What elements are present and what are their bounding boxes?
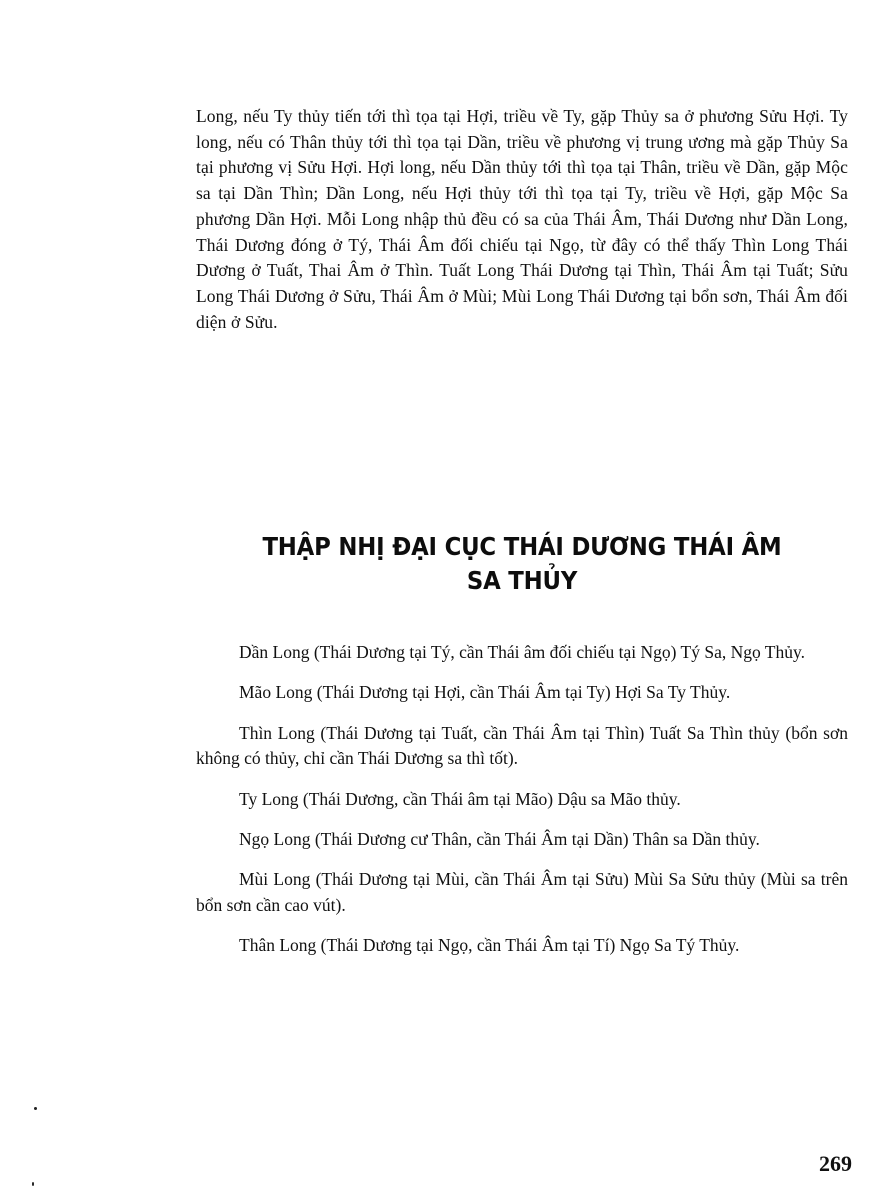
entry-ty-long: Ty Long (Thái Dương, cần Thái âm tại Mão) Dậu sa Mão thủy.: [239, 788, 681, 809]
page-number: 269: [819, 1151, 852, 1176]
entry-mui-long: Mùi Long (Thái Dương tại Mùi, cần Thái Âm tại Sửu) Mùi Sa Sửu thủy (Mùi sa trên bổn sơn cần cao vút).: [196, 869, 848, 915]
entry-mao-long: Mão Long (Thái Dương tại Hợi, cần Thái Âm tại Ty) Hợi Sa Ty Thủy.: [239, 682, 731, 703]
entry-thin-long: Thìn Long (Thái Dương tại Tuất, cần Thái Âm tại Thìn) Tuất Sa Thìn thủy (bổn sơn không có thủy, chỉ cần Thái Dương sa thì tốt).: [196, 722, 848, 769]
entry-dan-long: Dần Long (Thái Dương tại Tý, cần Thái âm đối chiếu tại Ngọ) Tý Sa, Ngọ Thủy.: [239, 642, 805, 662]
entry-ngo-long: Ngọ Long (Thái Dương cư Thân, cần Thái Âm tại Dần) Thân sa Dần thủy.: [239, 828, 760, 849]
section-heading-line-1: THẬP NHỊ ĐẠI CỤC THÁI DƯƠNG THÁI ÂM: [262, 532, 782, 561]
intro-paragraph: Long, nếu Ty thủy tiến tới thì tọa tại Hợi, triều về Ty, gặp Thủy sa ở phương Sửu Hợi. Ty long, nếu có Thân thủy tới thì tọa tại Dần, triều về phương vị trung ương mà gặp Thủy Sa tại phương vị Sửu Hợi. Hợi long, nếu Dần thủy tới thì tọa tại Thân, triều về Dần, gặp Mộc sa tại Dần Thìn; Dần Long, nếu Hợi thủy tới thì tọa tại Ty, triều về Hợi, gặp Mộc Sa phương Dần Hợi. Mỗi Long nhập thủ đều có sa của Thái Âm, Thái Dương như Dần Long, Thái Dương đóng ở Tý, Thái Âm đối chiếu tại Ngọ, từ đây có thể thấy Thìn Long Thái Dương ở Tuất, Thai Âm ở Thìn. Tuất Long Thái Dương tại Thìn, Thái Âm tại Tuất; Sửu Long Thái Dương ở Sửu, Thái Âm ở Mùi; Mùi Long Thái Dương tại bổn sơn, Thái Âm đối diện ở Sửu.: [196, 106, 848, 332]
entries-list: [196, 640, 848, 973]
scan-speck: [32, 1182, 34, 1186]
section-heading-line-2: SA THỦY: [466, 566, 578, 595]
scan-speck: [34, 1107, 37, 1110]
section-heading: [219, 530, 825, 598]
entry-than-long: Thân Long (Thái Dương tại Ngọ, cần Thái Âm tại Tí) Ngọ Sa Tý Thủy.: [239, 935, 740, 956]
